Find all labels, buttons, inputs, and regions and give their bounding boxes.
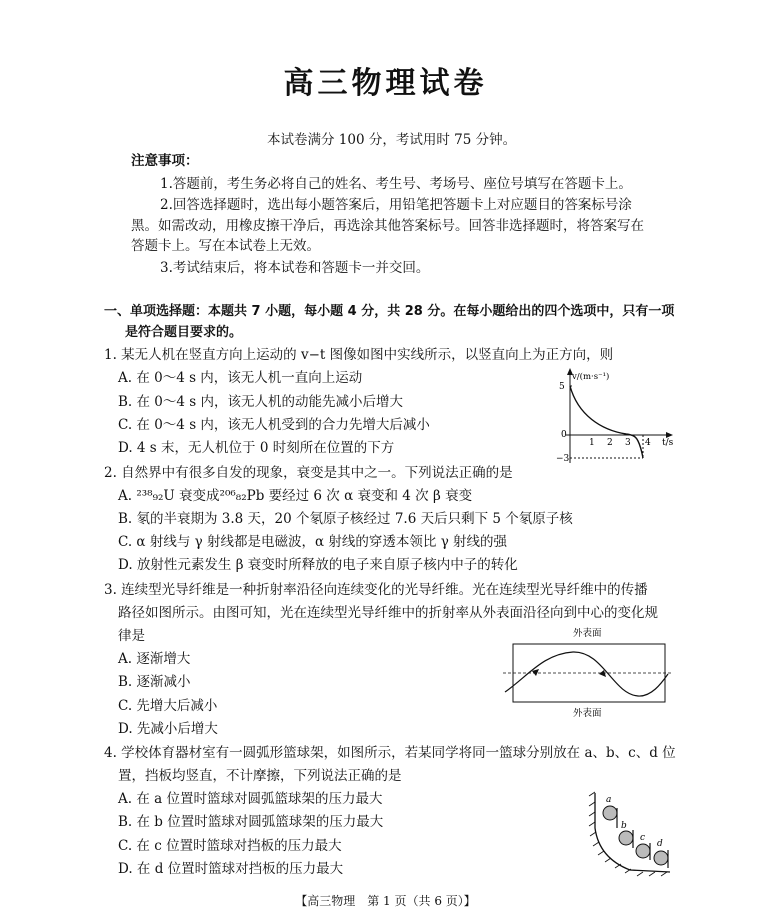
y-tick-neg3: −3 [556, 454, 570, 464]
q3-option-a: A. 逐渐增大 [118, 651, 191, 667]
ball-a [603, 806, 617, 820]
ball-c [636, 844, 650, 858]
section1-heading-cont: 是符合题目要求的。 [125, 325, 243, 340]
q2-option-c: C. α 射线与 γ 射线都是电磁波，α 射线的穿透本领比 γ 射线的强 [118, 534, 508, 550]
x-tick-4: 4 [645, 438, 651, 448]
label-d: d [657, 839, 663, 849]
q2-option-b: B. 氡的半衰期为 3.8 天，20 个氡原子核经过 7.6 天后只剩下 5 个氡原子核 [118, 511, 573, 527]
notice-1: 1.答题前，考生务必将自己的姓名、考生号、考场号、座位号填写在答题卡上。 [160, 176, 632, 192]
q3-option-d: D. 先减小后增大 [118, 721, 218, 737]
x-axis-label: t/s [662, 438, 674, 448]
y-tick-5: 5 [559, 382, 565, 392]
q1-option-d: D. 4 s 末，无人机位于 0 时刻所在位置的下方 [118, 440, 395, 456]
label-c: c [640, 833, 646, 843]
label-a: a [606, 795, 612, 805]
q3-fiber-figure [503, 624, 673, 720]
exam-intro: 本试卷满分 100 分，考试用时 75 分钟。 [267, 132, 517, 148]
ball-b [619, 831, 633, 845]
q4-option-b: B. 在 b 位置时篮球对圆弧篮球架的压力最大 [118, 814, 384, 830]
page-title: 高三物理试卷 [283, 66, 488, 101]
q4-option-d: D. 在 d 位置时篮球对挡板的压力最大 [118, 861, 344, 877]
notice-2-cont: 黑。如需改动，用橡皮擦干净后，再选涂其他答案标号。回答非选择题时，将答案写在 [131, 218, 644, 234]
x-tick-2: 2 [607, 438, 613, 448]
q1-option-b: B. 在 0～4 s 内，该无人机的动能先减小后增大 [118, 394, 403, 410]
q1-vt-graph [556, 365, 676, 465]
q4-option-a: A. 在 a 位置时篮球对圆弧篮球架的压力最大 [118, 791, 383, 807]
x-tick-1: 1 [589, 438, 595, 448]
q2-option-d: D. 放射性元素发生 β 衰变时所释放的电子来自原子核内中子的转化 [118, 557, 518, 573]
fiber-bottom-label: 外表面 [573, 708, 602, 719]
y-axis-label: v/(m·s⁻¹) [572, 372, 610, 382]
notice-2: 2.回答选择题时，选出每小题答案后，用铅笔把答题卡上对应题目的答案标号涂 [160, 197, 632, 213]
q4-stem-cont: 置，挡板均竖直，不计摩擦，下列说法正确的是 [118, 768, 402, 784]
page-footer: 【高三物理 第 1 页（共 6 页）】 [295, 894, 476, 908]
q2-stem: 2. 自然界中有很多自发的现象，衰变是其中之一。下列说法正确的是 [104, 465, 513, 481]
q4-rack-figure [585, 788, 675, 878]
q2-option-a: A. ²³⁸₉₂U 衰变成²⁰⁶₈₂Pb 要经过 6 次 α 衰变和 4 次 β 衰变 [118, 488, 473, 504]
q3-stem-end: 律是 [118, 628, 145, 644]
y-tick-0: 0 [561, 430, 567, 440]
q1-option-a: A. 在 0～4 s 内，该无人机一直向上运动 [118, 370, 363, 386]
q3-stem: 3. 连续型光导纤维是一种折射率沿径向连续变化的光导纤维。光在连续型光导纤维中的传播 [104, 582, 648, 598]
notice-3: 3.考试结束后，将本试卷和答题卡一并交回。 [160, 260, 430, 276]
light-path [505, 652, 668, 696]
q1-option-c: C. 在 0～4 s 内，该无人机受到的合力先增大后减小 [118, 417, 430, 433]
q3-option-b: B. 逐渐减小 [118, 674, 191, 690]
x-tick-3: 3 [625, 438, 631, 448]
q4-option-c: C. 在 c 位置时篮球对挡板的压力最大 [118, 838, 342, 854]
label-b: b [621, 821, 627, 831]
q3-stem-cont: 路径如图所示。由图可知，光在连续型光导纤维中的折射率从外表面沿径向到中心的变化规 [118, 605, 658, 621]
ball-d [654, 851, 668, 865]
q1-stem: 1. 某无人机在竖直方向上运动的 v−t 图像如图中实线所示，以竖直向上为正方向，则 [104, 347, 614, 363]
q3-option-c: C. 先增大后减小 [118, 698, 218, 714]
section1-heading: 一、单项选择题：本题共 7 小题，每小题 4 分，共 28 分。在每小题给出的四个选项中，只有一项 [104, 304, 675, 319]
notice-2-end: 答题卡上。写在本试卷上无效。 [131, 238, 320, 254]
notice-heading: 注意事项： [131, 153, 199, 169]
q4-stem: 4. 学校体育器材室有一圆弧形篮球架，如图所示，若某同学将同一篮球分别放在 a、b、c、d 位 [104, 745, 676, 761]
fiber-top-label: 外表面 [573, 628, 602, 639]
